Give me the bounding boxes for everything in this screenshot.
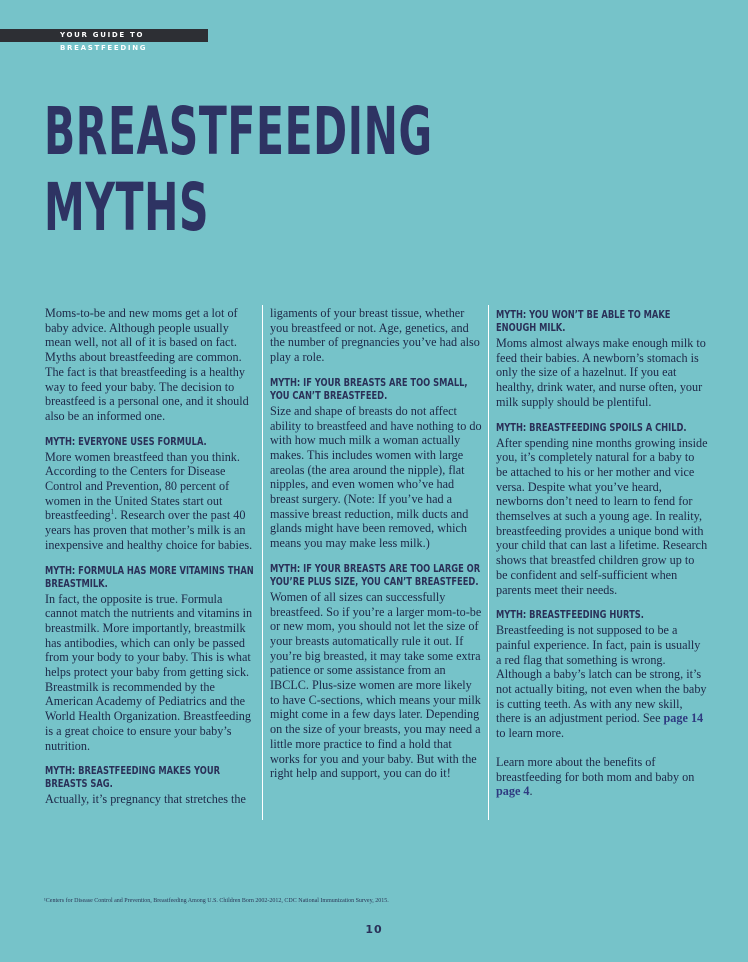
text: More women breastfeed than you think. According to the Centers for Disease Control and Prevention, 80 percent of women in the United States start out breastfeeding: [45, 449, 240, 523]
myth-heading: MYTH: EVERYONE USES FORMULA.: [45, 435, 207, 448]
myth-heading: MYTH: FORMULA HAS MORE VITAMINS THAN BREASTMILK.: [45, 564, 254, 590]
text: to learn more.: [496, 726, 565, 741]
myth-paragraph: [496, 623, 708, 741]
myth-heading: MYTH: IF YOUR BREASTS ARE TOO SMALL, YOU CAN’T BREASTFEED.: [270, 376, 468, 402]
closing-paragraph: [496, 755, 708, 799]
myth-paragraph: In fact, the opposite is true. Formula cannot match the nutrients and vitamins in breastmilk. More importantly, breastmilk has antibodies, which can only be passed from your body to your baby. This is what helps protect your baby from getting sick. Breastmilk is recommended by the American Academy of Pediatrics and the World Health Organization. Breastfeeding is a great choice to ensure your baby’s nutrition.: [45, 591, 253, 753]
intro-paragraph: Moms-to-be and new moms get a lot of baby advice. Although people usually mean well, not all of it is based on fact. Myths about breastfeeding are common. The fact is that breastfeeding is a healthy way to feed your baby. The decision to breastfeed is a personal one, and it should also be an informed one.: [45, 306, 249, 423]
text: .: [529, 784, 533, 799]
title-line-2: MYTHS: [44, 169, 210, 246]
continued-paragraph: ligaments of your breast tissue, whether you breastfeed or not. Age, genetics, and the number of pregnancies you’ve had also play a role.: [270, 306, 480, 365]
column-3: [496, 306, 708, 799]
text: Learn more about the benefits of breastfeeding for both mom and baby on: [496, 754, 695, 784]
footnote-ref: 1: [110, 508, 115, 517]
myth-paragraph: [45, 450, 255, 553]
column-2: [270, 306, 482, 781]
myth-heading: MYTH: IF YOUR BREASTS ARE TOO LARGE OR YOU’RE PLUS SIZE, YOU CAN’T BREASTFEED.: [270, 562, 481, 588]
myth-paragraph: Actually, it’s pregnancy that stretches the: [45, 792, 246, 807]
myth-heading: MYTH: BREASTFEEDING SPOILS A CHILD.: [496, 421, 687, 434]
myth-paragraph: Size and shape of breasts do not affect ability to breastfeed and have nothing to do with how much milk a woman actually makes. This includes women with large areolas (the area around the nipple), flat nipples, and even women who’ve had breast surgery. (Note: If you’ve had a massive breast reduction, milk ducts and glands might have been removed, which means you may make less milk.): [270, 403, 482, 551]
myth-heading: MYTH: YOU WON’T BE ABLE TO MAKE ENOUGH MILK.: [496, 309, 671, 334]
page-14-link[interactable]: page 14: [663, 711, 704, 726]
section-banner: YOUR GUIDE TO BREASTFEEDING: [0, 29, 208, 42]
page-4-link[interactable]: page 4: [496, 784, 530, 799]
myth-heading: MYTH: BREASTFEEDING HURTS.: [496, 609, 644, 622]
text: . Research over the past 40 years has proven that mother’s milk is an inexpensive and healthy choice for babies.: [45, 508, 253, 552]
myth-paragraph: Moms almost always make enough milk to feed their babies. A newborn’s stomach is only the size of a hazelnut. If you eat healthy, drink water, and nurse often, your milk supply should be plentiful.: [496, 336, 706, 409]
footnote: ¹Centers for Disease Control and Prevention, Breastfeeding Among U.S. Children Born 2002-2012, CDC National Immunization Survey, 2015.: [44, 898, 389, 904]
page-title: [44, 94, 433, 246]
myth-heading: MYTH: BREASTFEEDING MAKES YOUR BREASTS SAG.: [45, 765, 220, 791]
column-divider: [262, 305, 263, 820]
column-1: [45, 306, 255, 807]
text: Breastfeeding is not supposed to be a painful experience. In fact, pain is usually a red flag that something is wrong. Although a baby’s latch can be strong, it’s not actually biting, not even when the baby is cutting teeth. As with any new skill, there is an adjustment period. See: [496, 623, 707, 726]
title-line-1: BREASTFEEDING: [44, 93, 433, 170]
column-divider: [488, 305, 489, 820]
myth-paragraph: Women of all sizes can successfully breastfeed. So if you’re a larger mom-to-be or new mom, you should not let the size of your breasts automatically rule it out. If you’re big breasted, it may take some extra patience or some assistance from an IBCLC. Plus-size women are more likely to have C-sections, which means your milk might come in a few days later. Depending on the size of your breasts, you may need a little more practice to find a hold that works for you and your baby. But with the right help and support, you can do it!: [270, 589, 482, 781]
page-number: 10: [365, 923, 383, 936]
myth-paragraph: After spending nine months growing inside you, it’s completely natural for a baby to be attached to his or her mother and vice versa. Despite what you’ve heard, newborns don’t need to learn to fend for themselves at such a young age. In reality, breastfeeding provides a unique bond with your child that can last a lifetime. Research shows that breastfed children grow up to be confident and self-sufficient when parents meet their needs.: [496, 435, 708, 597]
